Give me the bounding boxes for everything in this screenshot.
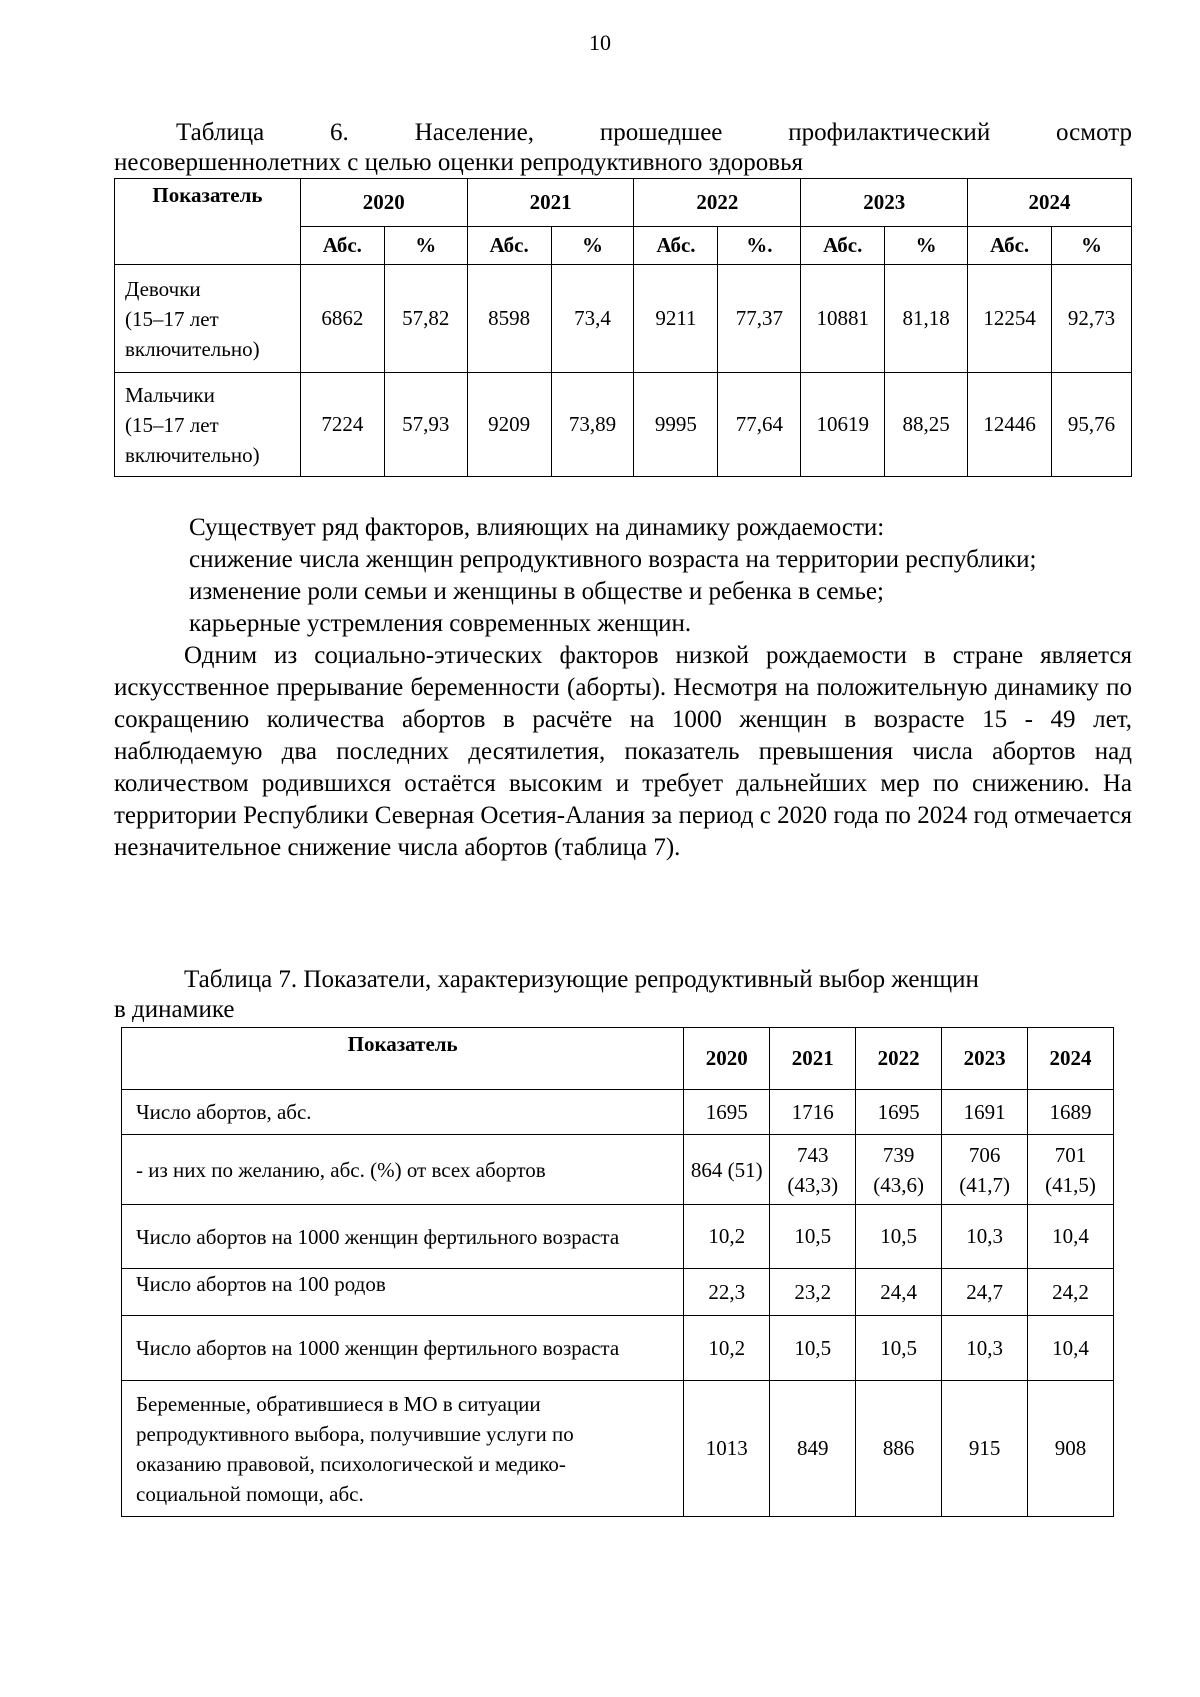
table6-cell: 95,76 xyxy=(1052,373,1132,477)
table-row xyxy=(115,373,1132,477)
page-number: 10 xyxy=(589,30,611,55)
table7-header-indicator: Показатель xyxy=(122,1028,684,1090)
table6-subheader: Абс. xyxy=(300,227,384,265)
table6-caption-line1: Таблица 6. Население, прошедшее профилактический осмотр xyxy=(176,119,1132,146)
table-row xyxy=(122,1090,1114,1135)
table7-cell: 886 xyxy=(856,1381,942,1517)
row-label-line: включительно) xyxy=(125,336,260,361)
table6-cell: 7224 xyxy=(300,373,384,477)
table6-year-header-row xyxy=(115,179,1132,227)
table7-cell: 24,2 xyxy=(1028,1269,1114,1316)
table7-cell: 743 (43,3) xyxy=(770,1135,856,1205)
table7-cell: 22,3 xyxy=(684,1269,770,1316)
table7-cell: 849 xyxy=(770,1381,856,1517)
table7-cell: 1695 xyxy=(856,1090,942,1135)
table7 xyxy=(121,1027,1114,1517)
table6-row-label xyxy=(115,373,301,477)
table7-row-label: Беременные, обратившиеся в МО в ситуации репродуктивного выбора, получившие услуги по оказанию правовой, психологической и медико-социальной помощи, абс. xyxy=(122,1381,684,1517)
table-row xyxy=(122,1316,1114,1381)
table6-cell: 9995 xyxy=(634,373,718,477)
table7-cell: 10,5 xyxy=(856,1316,942,1381)
table6-year-header: 2021 xyxy=(467,179,634,227)
table6-cell: 81,18 xyxy=(885,265,968,373)
table7-cell: 1691 xyxy=(942,1090,1028,1135)
table6-cell: 77,64 xyxy=(718,373,801,477)
table6-subheader: %. xyxy=(718,227,801,265)
table7-cell: 23,2 xyxy=(770,1269,856,1316)
table7-cell: 10,5 xyxy=(770,1316,856,1381)
table6-subheader: Абс. xyxy=(801,227,885,265)
table6-cell: 10619 xyxy=(801,373,885,477)
table7-year-header: 2023 xyxy=(942,1028,1028,1090)
table7-cell: 10,4 xyxy=(1028,1205,1114,1269)
table6-cell: 12254 xyxy=(968,265,1052,373)
table6-cell: 73,4 xyxy=(551,265,634,373)
table7-cell: 24,7 xyxy=(942,1269,1028,1316)
table6-cell: 77,37 xyxy=(718,265,801,373)
table7-row-label: - из них по желанию, абс. (%) от всех абортов xyxy=(122,1135,684,1205)
table7-cell: 10,4 xyxy=(1028,1316,1114,1381)
table6-year-header: 2020 xyxy=(300,179,467,227)
table7-cell: 701 (41,5) xyxy=(1028,1135,1114,1205)
table6-year-header: 2022 xyxy=(634,179,801,227)
table6-subheader: Абс. xyxy=(968,227,1052,265)
row-label-line: Девочки xyxy=(125,276,201,301)
table6-subheader: Абс. xyxy=(634,227,718,265)
table6-cell: 57,93 xyxy=(384,373,467,477)
table-row xyxy=(122,1381,1114,1517)
table6-header-indicator: Показатель xyxy=(115,179,301,265)
table7-row-label: Число абортов, абс. xyxy=(122,1090,684,1135)
table6-cell: 10881 xyxy=(801,265,885,373)
table7-cell: 24,4 xyxy=(856,1269,942,1316)
table-row xyxy=(122,1269,1114,1316)
table7-cell: 908 xyxy=(1028,1381,1114,1517)
table-row xyxy=(122,1135,1114,1205)
table6-cell: 9211 xyxy=(634,265,718,373)
table6-cell: 88,25 xyxy=(885,373,968,477)
table7-row-label: Число абортов на 100 родов xyxy=(122,1269,684,1316)
paragraph-abortions: Одним из социально-этических факторов низкой рождаемости в стране является искусственное прерывание беременности (аборты). Несмотря на положительную динамику по сокращению количества абортов в расчёте на 1000 женщин в возрасте 15 - 49 лет, наблюдаемую два последних десятилетия, показатель превышения числа абортов над количеством родившихся остаётся высоким и требует дальнейших мер по снижению. На территории Республики Северная Осетия-Алания за период с 2020 года по 2024 год отмечается незначительное снижение числа абортов (таблица 7). xyxy=(114,642,1132,861)
table6-cell: 73,89 xyxy=(551,373,634,477)
table6-cell: 8598 xyxy=(467,265,551,373)
table7-year-header: 2024 xyxy=(1028,1028,1114,1090)
table6-subheader: % xyxy=(885,227,968,265)
table7-header-row xyxy=(122,1028,1114,1090)
table7-cell: 10,3 xyxy=(942,1205,1028,1269)
table7-cell: 10,5 xyxy=(856,1205,942,1269)
table6-subheader: Абс. xyxy=(467,227,551,265)
table7-caption-line1: Таблица 7. Показатели, характеризующие репродуктивный выбор женщин xyxy=(184,966,979,993)
paragraph-factor-1: снижение числа женщин репродуктивного возраста на территории республики; xyxy=(189,546,1037,573)
row-label-line: Мальчики xyxy=(125,382,215,407)
table6-subheader: % xyxy=(1052,227,1132,265)
table-row xyxy=(122,1205,1114,1269)
table6-cell: 92,73 xyxy=(1052,265,1132,373)
table7-row-label: Число абортов на 1000 женщин фертильного возраста xyxy=(122,1205,684,1269)
table7-row-label: Число абортов на 1000 женщин фертильного возраста xyxy=(122,1316,684,1381)
table7-cell: 915 xyxy=(942,1381,1028,1517)
table-row xyxy=(115,265,1132,373)
table6-cell: 12446 xyxy=(968,373,1052,477)
table6-cell: 57,82 xyxy=(384,265,467,373)
table7-cell: 1695 xyxy=(684,1090,770,1135)
table6-year-header: 2023 xyxy=(801,179,968,227)
table6-cell: 9209 xyxy=(467,373,551,477)
table6-row-label xyxy=(115,265,301,373)
table6-subheader: % xyxy=(384,227,467,265)
table7-cell: 10,5 xyxy=(770,1205,856,1269)
table6-cell: 6862 xyxy=(300,265,384,373)
table7-cell: 10,2 xyxy=(684,1316,770,1381)
paragraph-factor-3: карьерные устремления современных женщин. xyxy=(189,610,692,637)
table6-subheader: % xyxy=(551,227,634,265)
table6-caption-line2: несовершеннолетних с целью оценки репродуктивного здоровья xyxy=(114,149,803,176)
table7-cell: 10,3 xyxy=(942,1316,1028,1381)
table7-cell: 864 (51) xyxy=(684,1135,770,1205)
paragraph-factor-2: изменение роли семьи и женщины в обществе и ребенка в семье; xyxy=(189,578,884,605)
row-label-line: (15–17 лет xyxy=(125,412,219,437)
body-text xyxy=(114,512,1132,864)
table7-caption-line2: в динамике xyxy=(114,996,235,1023)
table7-cell: 1716 xyxy=(770,1090,856,1135)
table6 xyxy=(114,178,1132,477)
table7-cell: 1689 xyxy=(1028,1090,1114,1135)
row-label-line: (15–17 лет xyxy=(125,306,219,331)
row-label-line: включительно) xyxy=(125,442,260,467)
table6-year-header: 2024 xyxy=(968,179,1132,227)
table7-cell: 1013 xyxy=(684,1381,770,1517)
table7-year-header: 2021 xyxy=(770,1028,856,1090)
table7-cell: 706 (41,7) xyxy=(942,1135,1028,1205)
paragraph-factors-intro: Существует ряд факторов, влияющих на динамику рождаемости: xyxy=(189,514,885,541)
table7-cell: 739 (43,6) xyxy=(856,1135,942,1205)
table7-year-header: 2020 xyxy=(684,1028,770,1090)
table7-cell: 10,2 xyxy=(684,1205,770,1269)
table7-year-header: 2022 xyxy=(856,1028,942,1090)
